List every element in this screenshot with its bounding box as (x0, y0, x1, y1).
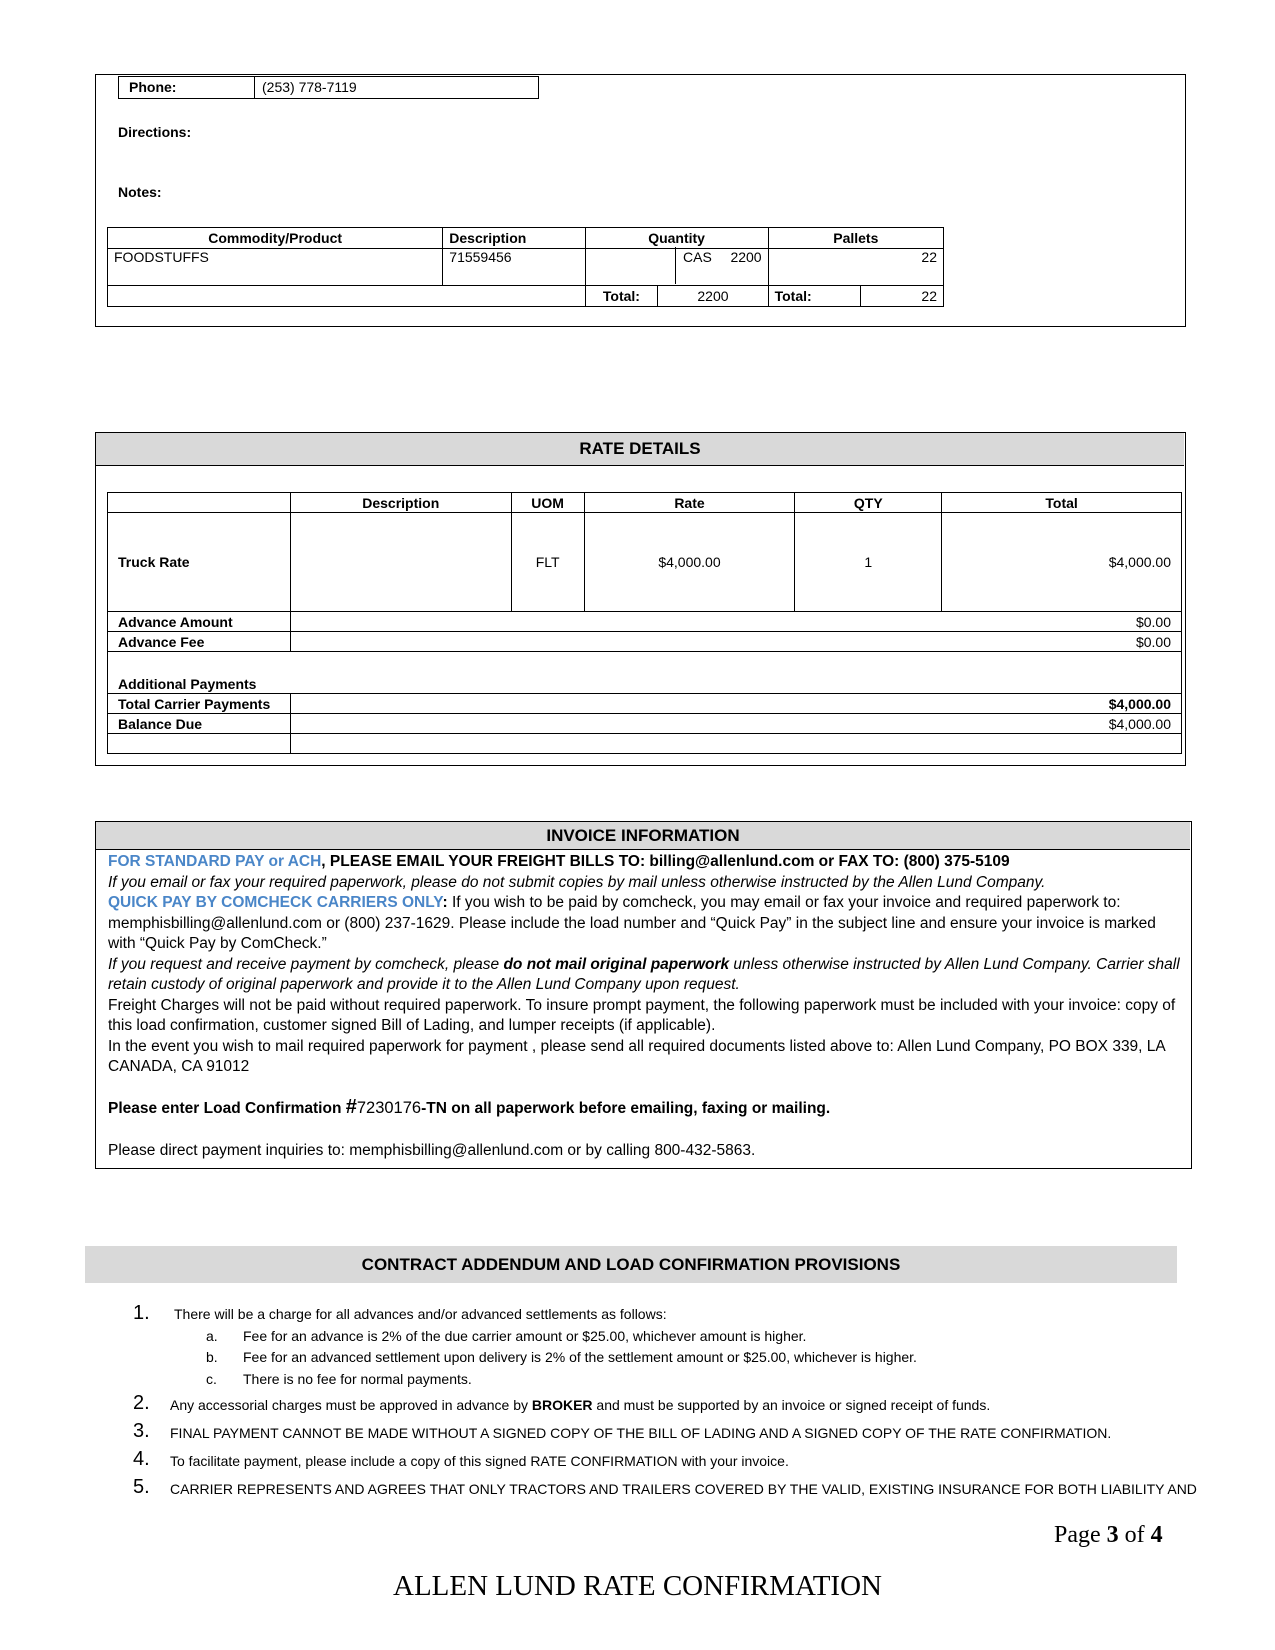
invoice-title: INVOICE INFORMATION (96, 822, 1190, 850)
footer-title: ALLEN LUND RATE CONFIRMATION (393, 1570, 882, 1602)
provision-1b-letter: b. (206, 1349, 218, 1365)
table-row (108, 249, 944, 286)
rate-header-qty: QTY (795, 493, 942, 513)
header-quantity: Quantity (585, 228, 768, 249)
truck-uom: FLT (511, 513, 584, 612)
total-qty: 2200 (658, 286, 768, 307)
advance-fee-label: Advance Fee (108, 632, 291, 652)
total-pallets-label: Total: (768, 286, 861, 307)
rate-header-uom: UOM (511, 493, 584, 513)
total-carrier-label: Total Carrier Payments (108, 694, 291, 714)
load-confirmation-line: Please enter Load Confirmation #7230176-TN on all paperwork before emailing, faxing or mailing. (108, 1095, 831, 1118)
advance-fee-value: $0.00 (290, 632, 1181, 652)
provision-1c-letter: c. (206, 1371, 217, 1387)
qty-divider (675, 247, 676, 284)
provision-5-number: 5. (133, 1476, 150, 1498)
directions-label: Directions: (118, 124, 192, 140)
comcheck-note: If you request and receive payment by comcheck, please do not mail original paperwork unless otherwise instructed by Allen Lund Company. Carrier shall retain custody of original paperwork and provide it to the Allen Lund Company upon request. (108, 955, 1180, 993)
balance-due-label: Balance Due (108, 714, 291, 734)
email-fax-note: If you email or fax your required paperwork, please do not submit copies by mail unless otherwise instructed by the Allen Lund Company. (108, 873, 1046, 891)
header-commodity: Commodity/Product (108, 228, 443, 249)
advance-amount-value: $0.00 (290, 612, 1181, 632)
invoice-body (108, 852, 1183, 1162)
commodity-header-row (108, 228, 944, 249)
commodity-unit: CAS (683, 249, 712, 265)
phone-value: (253) 778-7119 (262, 79, 357, 95)
header-pallets: Pallets (768, 228, 943, 249)
commodity-qty: 2200 (730, 249, 762, 265)
commodity-table (107, 227, 944, 307)
advance-fee-row (108, 632, 1182, 652)
payment-inquiries: Please direct payment inquiries to: memphisbilling@allenlund.com or by calling 800-432-5863. (108, 1142, 756, 1159)
page-number: Page 3 of 4 (1054, 1522, 1163, 1548)
total-qty-label: Total: (585, 286, 658, 307)
truck-qty: 1 (795, 513, 942, 612)
additional-payments-row (108, 652, 1182, 694)
provision-1-number: 1. (133, 1302, 150, 1324)
provision-1-text: There will be a charge for all advances and/or advanced settlements as follows: (174, 1306, 667, 1322)
provision-3-number: 3. (133, 1420, 150, 1442)
provision-1a-letter: a. (206, 1328, 218, 1344)
rate-table (107, 492, 1182, 754)
advance-amount-label: Advance Amount (108, 612, 291, 632)
commodity-product: FOODSTUFFS (108, 249, 443, 286)
notes-label: Notes: (118, 184, 162, 200)
truck-rate-label: Truck Rate (108, 513, 291, 612)
provision-1a-text: Fee for an advance is 2% of the due carrier amount or $25.00, whichever amount is higher. (243, 1328, 807, 1344)
total-pallets: 22 (861, 286, 944, 307)
total-carrier-row (108, 694, 1182, 714)
freight-charges-note: Freight Charges will not be paid without required paperwork. To insure prompt payment, the following paperwork must be included with your invoice: copy of this load confirmation, customer signed Bill of Lading, and lumper receipts (if applicable). (108, 996, 1176, 1034)
rate-header-description: Description (290, 493, 511, 513)
provision-3-text: FINAL PAYMENT CANNOT BE MADE WITHOUT A SIGNED COPY OF THE BILL OF LADING AND A SIGNED COPY OF THE RATE CONFIRMATION. (170, 1425, 1112, 1441)
empty-row (108, 734, 1182, 754)
balance-due-row (108, 714, 1182, 734)
commodity-description: 71559456 (443, 249, 585, 286)
header-description: Description (443, 228, 585, 249)
addendum-title: CONTRACT ADDENDUM AND LOAD CONFIRMATION PROVISIONS (85, 1246, 1177, 1283)
commodity-total-row (108, 286, 944, 307)
provision-2-text: Any accessorial charges must be approved in advance by BROKER and must be supported by an invoice or signed receipt of funds. (170, 1397, 991, 1413)
additional-payments-label: Additional Payments (108, 652, 1182, 694)
rate-header-rate: Rate (584, 493, 795, 513)
provision-1b-text: Fee for an advanced settlement upon delivery is 2% of the settlement amount or $25.00, whichever is higher. (243, 1349, 917, 1365)
truck-rate-row (108, 513, 1182, 612)
phone-label: Phone: (129, 79, 177, 95)
advance-amount-row (108, 612, 1182, 632)
provision-2-number: 2. (133, 1392, 150, 1414)
rate-details-title: RATE DETAILS (96, 433, 1184, 466)
quick-pay-line: QUICK PAY BY COMCHECK CARRIERS ONLY: If you wish to be paid by comcheck, you may email or fax your invoice and required paperwork to: memphisbilling@allenlund.com or (800) 237-1629. Please include the load number and “Quick Pay” in the subject line and ensure your invoice is marked with “Quick Pay by ComCheck.” (108, 894, 1156, 952)
mail-address-note: In the event you wish to mail required paperwork for payment , please send all required documents listed above to: Allen Lund Company, PO BOX 339, LA CANADA, CA 91012 (108, 1037, 1165, 1075)
balance-due-value: $4,000.00 (290, 714, 1181, 734)
provision-4-number: 4. (133, 1448, 150, 1470)
rate-header-row (108, 493, 1182, 513)
total-carrier-value: $4,000.00 (290, 694, 1181, 714)
provision-1c-text: There is no fee for normal payments. (243, 1371, 472, 1387)
standard-pay-line: FOR STANDARD PAY or ACH, PLEASE EMAIL YOUR FREIGHT BILLS TO: billing@allenlund.com or FAX TO: (800) 375-5109 (108, 853, 1010, 870)
provision-4-text: To facilitate payment, please include a copy of this signed RATE CONFIRMATION with your invoice. (170, 1453, 789, 1469)
provision-5-text: CARRIER REPRESENTS AND AGREES THAT ONLY TRACTORS AND TRAILERS COVERED BY THE VALID, EXISTING INSURANCE FOR BOTH LIABILITY AND (170, 1481, 1197, 1497)
commodity-pallets: 22 (768, 249, 943, 286)
truck-total: $4,000.00 (942, 513, 1182, 612)
rate-header-total: Total (942, 493, 1182, 513)
truck-rate: $4,000.00 (584, 513, 795, 612)
phone-row (118, 76, 539, 99)
